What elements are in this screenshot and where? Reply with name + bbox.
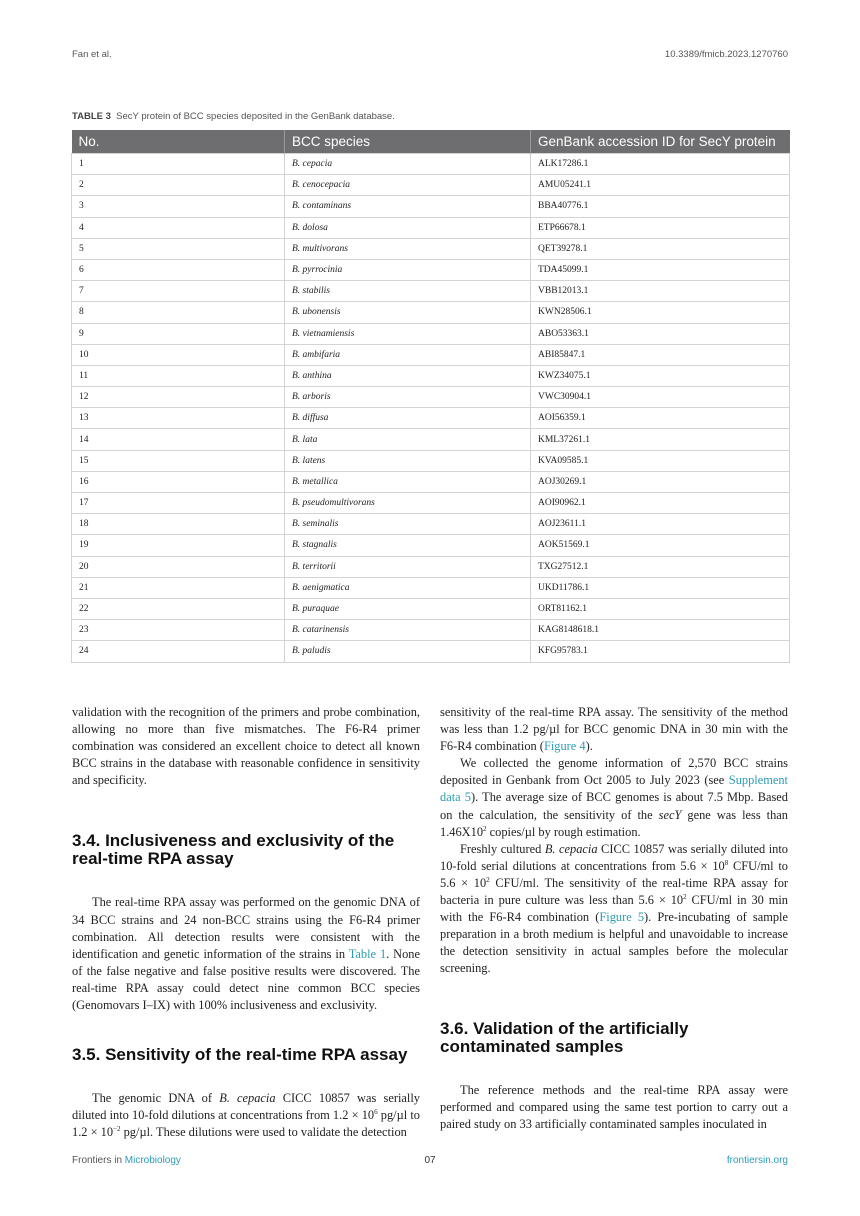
cell-accession: BBA40776.1 xyxy=(531,196,790,217)
table-row xyxy=(72,450,790,471)
cell-species: B. aenigmatica xyxy=(285,577,531,598)
cell-species: B. cepacia xyxy=(285,154,531,175)
page-number: 07 xyxy=(424,1155,436,1166)
cell-accession: KWZ34075.1 xyxy=(531,365,790,386)
cell-accession: AOJ23611.1 xyxy=(531,514,790,535)
link-supplement-data-5[interactable]: Supplement data 5 xyxy=(440,773,788,805)
cell-accession: VWC30904.1 xyxy=(531,387,790,408)
cell-species: B. puraquae xyxy=(285,598,531,619)
table-row xyxy=(72,238,790,259)
cell-species: B. anthina xyxy=(285,365,531,386)
cell-species: B. ubonensis xyxy=(285,302,531,323)
table-row xyxy=(72,387,790,408)
cell-species: B. territorii xyxy=(285,556,531,577)
cell-species: B. pyrrocinia xyxy=(285,259,531,280)
table-row xyxy=(72,302,790,323)
cell-species: B. paludis xyxy=(285,641,531,662)
secy-protein-table xyxy=(71,130,790,663)
table-row xyxy=(72,365,790,386)
paragraph-sensitivity: The genomic DNA of B. cepacia CICC 10857 was serially diluted into 10-fold dilutions at concentrations from $1.2 \times 10^6$ pg/µl to $1.2 \times 10^{-2}$ pg/µl. These dilutions were used to validate the detection xyxy=(72,1091,420,1140)
cell-number: 3 xyxy=(72,196,285,217)
table-row xyxy=(72,217,790,238)
table-caption xyxy=(72,111,395,122)
cell-species: B. vietnamiensis xyxy=(285,323,531,344)
column-header-accession: GenBank accession ID for SecY protein xyxy=(531,130,790,154)
table-row xyxy=(72,175,790,196)
cell-accession: TXG27512.1 xyxy=(531,556,790,577)
cell-species: B. cenocepacia xyxy=(285,175,531,196)
paragraph-sensitivity-continued: sensitivity of the real-time RPA assay. The sensitivity of the method was less than 1.2 pg/µl for BCC genomic DNA in 30 min with the F6-R4 combination (Figure 4). xyxy=(440,705,788,754)
table-row xyxy=(72,323,790,344)
table-row xyxy=(72,577,790,598)
cell-accession: KAG8148618.1 xyxy=(531,620,790,641)
cell-accession: ORT81162.1 xyxy=(531,598,790,619)
cell-species: B. latens xyxy=(285,450,531,471)
cell-number: 4 xyxy=(72,217,285,238)
table-row xyxy=(72,620,790,641)
running-header-authors: Fan et al. xyxy=(72,49,112,60)
section-heading-3-5: 3.5. Sensitivity of the real-time RPA assay xyxy=(72,1045,408,1065)
cell-species: B. stabilis xyxy=(285,281,531,302)
table-row xyxy=(72,556,790,577)
cell-accession: AOI56359.1 xyxy=(531,408,790,429)
cell-number: 16 xyxy=(72,471,285,492)
table-row xyxy=(72,598,790,619)
table-caption-text: SecY protein of BCC species deposited in the GenBank database. xyxy=(116,111,395,122)
paragraph-validation: The reference methods and the real-time RPA assay were performed and compared using the same test portion to carry out a paired study on 33 artificially contaminated samples inoculated in xyxy=(440,1082,788,1131)
section-heading-3-6: 3.6. Validation of the artificially contaminated samples xyxy=(440,1018,689,1056)
table-header-row xyxy=(72,130,790,154)
cell-accession: KWN28506.1 xyxy=(531,302,790,323)
cell-number: 23 xyxy=(72,620,285,641)
cell-species: B. stagnalis xyxy=(285,535,531,556)
table-row xyxy=(72,493,790,514)
table-body xyxy=(72,154,790,663)
cell-accession: UKD11786.1 xyxy=(531,577,790,598)
cell-number: 11 xyxy=(72,365,285,386)
cell-number: 8 xyxy=(72,302,285,323)
table-row xyxy=(72,281,790,302)
column-header-species: BCC species xyxy=(285,130,531,154)
link-figure-5[interactable]: Figure 5 xyxy=(599,910,645,925)
cell-number: 5 xyxy=(72,238,285,259)
cell-number: 18 xyxy=(72,514,285,535)
cell-number: 7 xyxy=(72,281,285,302)
cell-number: 17 xyxy=(72,493,285,514)
cell-accession: AOK51569.1 xyxy=(531,535,790,556)
cell-accession: ABO53363.1 xyxy=(531,323,790,344)
table-row xyxy=(72,259,790,280)
right-text-column xyxy=(440,704,788,1133)
cell-species: B. multivorans xyxy=(285,238,531,259)
table-row xyxy=(72,535,790,556)
paragraph-inclusiveness: The real-time RPA assay was performed on the genomic DNA of 34 BCC strains and 24 non-BCC strains using the F6-R4 primer combination. All detection results were consistent with the identification and genetic information of the strains in Table 1. None of the false negative and false positive results were discovered. The real-time RPA assay could detect nine common BCC species (Genomovars I–IX) with 100% inclusiveness and exclusivity. xyxy=(72,895,420,1013)
cell-accession: AMU05241.1 xyxy=(531,175,790,196)
cell-species: B. diffusa xyxy=(285,408,531,429)
table-row xyxy=(72,641,790,662)
cell-number: 12 xyxy=(72,387,285,408)
cell-species: B. contaminans xyxy=(285,196,531,217)
cell-number: 24 xyxy=(72,641,285,662)
cell-accession: ALK17286.1 xyxy=(531,154,790,175)
cell-number: 15 xyxy=(72,450,285,471)
footer-journal: Frontiers in Microbiology xyxy=(72,1155,181,1166)
cell-species: B. catarinensis xyxy=(285,620,531,641)
link-figure-4[interactable]: Figure 4 xyxy=(543,739,586,754)
cell-species: B. dolosa xyxy=(285,217,531,238)
cell-species: B. ambifaria xyxy=(285,344,531,365)
paragraph-genome-information: We collected the genome information of 2,570 BCC strains deposited in Genbank from Oct 2005 to July 2023 (see Supplement data 5). The average size of BCC genomes is about 7.5 Mbp. Based on the calculation, the sensitivity of the secY gene was less than $1.46X10^2$ copies/µl by rough estimation. xyxy=(440,756,789,839)
cell-number: 21 xyxy=(72,577,285,598)
cell-species: B. lata xyxy=(285,429,531,450)
cell-number: 14 xyxy=(72,429,285,450)
cell-number: 19 xyxy=(72,535,285,556)
footer-site-link[interactable]: frontiersin.org xyxy=(726,1155,788,1166)
table-row xyxy=(72,514,790,535)
section-heading-3-4: 3.4. Inclusiveness and exclusivity of the real-time RPA assay xyxy=(72,831,395,869)
cell-number: 13 xyxy=(72,408,285,429)
cell-number: 2 xyxy=(72,175,285,196)
table-row xyxy=(72,471,790,492)
cell-accession: KML37261.1 xyxy=(531,429,790,450)
table-row xyxy=(72,344,790,365)
paragraph-continuation: validation with the recognition of the primers and probe combination, allowing no more than five mismatches. The F6-R4 primer combination was considered an excellent choice to detect all known BCC strains in the database with reasonable confidence in sensitivity and specificity. xyxy=(72,705,420,788)
cell-species: B. arboris xyxy=(285,387,531,408)
cell-accession: KFG95783.1 xyxy=(531,641,790,662)
left-text-column xyxy=(72,704,420,1141)
cell-accession: QET39278.1 xyxy=(531,238,790,259)
running-header-doi: 10.3389/fmicb.2023.1270760 xyxy=(664,49,788,60)
cell-species: B. pseudomultivorans xyxy=(285,493,531,514)
cell-number: 1 xyxy=(72,154,285,175)
cell-accession: VBB12013.1 xyxy=(531,281,790,302)
table-row xyxy=(72,408,790,429)
table-row xyxy=(72,429,790,450)
cell-accession: ABI85847.1 xyxy=(531,344,790,365)
table-caption-label: TABLE 3 xyxy=(72,111,111,122)
cell-number: 22 xyxy=(72,598,285,619)
cell-number: 9 xyxy=(72,323,285,344)
cell-accession: KVA09585.1 xyxy=(531,450,790,471)
cell-number: 6 xyxy=(72,259,285,280)
journal-name: Microbiology xyxy=(124,1155,181,1166)
link-table-1[interactable]: Table 1 xyxy=(348,946,387,961)
cell-accession: AOJ30269.1 xyxy=(531,471,790,492)
cell-number: 20 xyxy=(72,556,285,577)
table-row xyxy=(72,196,790,217)
cell-accession: AOI90962.1 xyxy=(531,493,790,514)
paragraph-pure-culture: Freshly cultured B. cepacia CICC 10857 was serially diluted into 10-fold serial dilutions at concentrations from $5.6 \times 10^8$ CFU/ml to $5.6 \times 10^2$ CFU/ml. The sensitivity of the real-time RPA assay for bacteria in pure culture was less than $5.6 \times 10^2$ CFU/ml in 30 min with the F6-R4 combination (Figure 5). Pre-incubating of sample preparation in a broth medium is helpful and unavoidable to increase the detection sensitivity in actual samples before the molecular screening. xyxy=(440,841,789,976)
column-header-no: No. xyxy=(72,130,285,154)
cell-species: B. seminalis xyxy=(285,514,531,535)
table-row xyxy=(72,154,790,175)
cell-number: 10 xyxy=(72,344,285,365)
cell-species: B. metallica xyxy=(285,471,531,492)
cell-accession: TDA45099.1 xyxy=(531,259,790,280)
cell-accession: ETP66678.1 xyxy=(531,217,790,238)
